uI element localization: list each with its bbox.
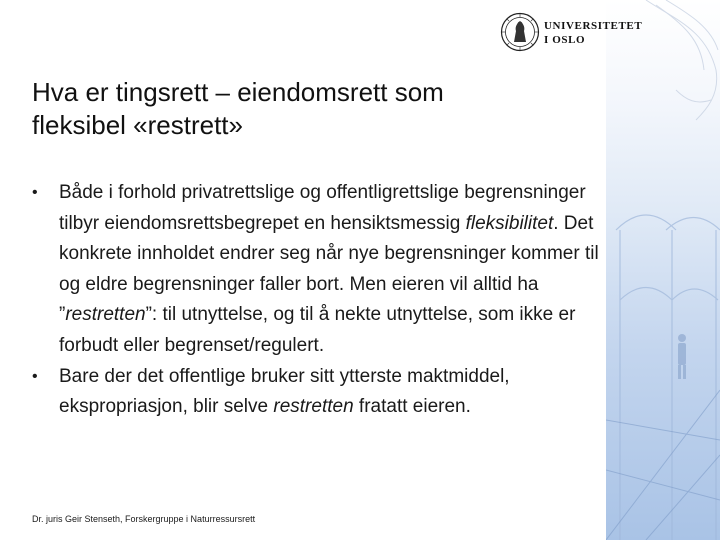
decorative-architecture-graphic bbox=[606, 0, 720, 540]
university-seal-icon bbox=[500, 12, 540, 52]
bullet-emphasis: restretten bbox=[273, 396, 354, 418]
bullet-text: Bare der det offentlige bruker sitt ytterste maktmiddel, ekspropriasjon, blir selve bbox=[59, 365, 510, 418]
bullet-emphasis: fleksibilitet bbox=[465, 212, 554, 234]
bullet-text: Både i forhold privatrettslige og offentligrettslige begrensninger tilbyr eiendomsrettsbegrepet en hensiktsmessig bbox=[59, 182, 586, 234]
title-line-2: fleksibel «restrett» bbox=[32, 110, 243, 140]
slide-title bbox=[32, 76, 602, 142]
bullet-item bbox=[32, 178, 617, 362]
logo-city-text: I OSLO bbox=[544, 34, 586, 46]
bullet-text: fratatt eieren. bbox=[353, 396, 471, 418]
logo-university-text: UNIVERSITETET bbox=[544, 20, 643, 32]
bullet-list bbox=[32, 178, 617, 423]
bullet-item bbox=[32, 362, 617, 423]
bullet-emphasis: restretten bbox=[65, 304, 146, 326]
bullet-icon: • bbox=[32, 184, 38, 201]
decorative-side-band bbox=[606, 0, 720, 540]
bullet-text: ”: til utnyttelse, og til å nekte utnyttelse, som ikke er forbudt eller begrenset/regulert. bbox=[59, 304, 576, 356]
footer-credit: Dr. juris Geir Stenseth, Forskergruppe i Naturressursrett bbox=[32, 514, 256, 524]
university-logo bbox=[500, 12, 643, 58]
bullet-icon: • bbox=[32, 367, 38, 385]
bullet-text: . Det konkrete innholdet endrer seg når nye begrensninger kommer til og eldre begrensninger faller bort. Men eieren vil alltid ha ” bbox=[59, 212, 599, 326]
title-line-1: Hva er tingsrett – eiendomsrett som bbox=[32, 77, 444, 107]
